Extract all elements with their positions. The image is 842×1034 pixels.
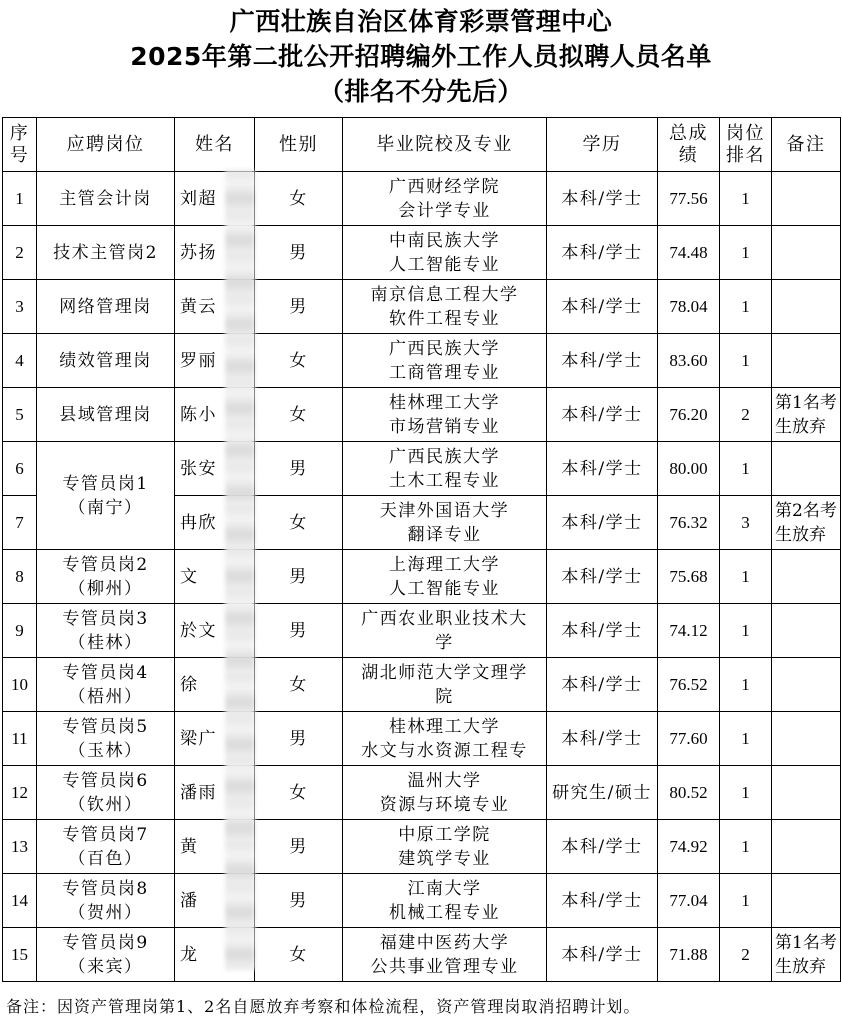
cell-post: 专管员岗7 （百色）	[37, 820, 175, 874]
cell-gender: 女	[255, 766, 343, 820]
cell-school: 广西农业职业技术大 学	[343, 604, 547, 658]
cell-post: 绩效管理岗	[37, 334, 175, 388]
cell-post: 县域管理岗	[37, 388, 175, 442]
cell-note	[772, 172, 841, 226]
cell-name: 陈小	[175, 388, 255, 442]
cell-degree: 本科/学士	[547, 658, 658, 712]
cell-note	[772, 442, 841, 496]
cell-rank: 1	[720, 226, 772, 280]
cell-score: 77.60	[658, 712, 720, 766]
cell-score: 74.92	[658, 820, 720, 874]
cell-seq: 4	[3, 334, 37, 388]
title-line-1: 广西壮族自治区体育彩票管理中心	[229, 7, 613, 36]
cell-seq: 1	[3, 172, 37, 226]
cell-seq: 8	[3, 550, 37, 604]
cell-note: 第2名考生放弃	[772, 496, 841, 550]
cell-school: 南京信息工程大学 软件工程专业	[343, 280, 547, 334]
title-line-3: （排名不分先后）	[318, 77, 523, 106]
cell-post: 专管员岗2 （柳州）	[37, 550, 175, 604]
cell-school: 桂林理工大学 水文与水资源工程专	[343, 712, 547, 766]
cell-post: 专管员岗9 （来宾）	[37, 928, 175, 982]
cell-name: 苏扬	[175, 226, 255, 280]
cell-name: 刘超	[175, 172, 255, 226]
cell-post: 专管员岗3 （桂林）	[37, 604, 175, 658]
cell-post: 技术主管岗2	[37, 226, 175, 280]
cell-rank: 1	[720, 604, 772, 658]
cell-degree: 本科/学士	[547, 550, 658, 604]
cell-name: 梁广	[175, 712, 255, 766]
cell-seq: 11	[3, 712, 37, 766]
cell-degree: 本科/学士	[547, 712, 658, 766]
cell-note	[772, 766, 841, 820]
cell-degree: 本科/学士	[547, 928, 658, 982]
cell-rank: 1	[720, 874, 772, 928]
cell-gender: 男	[255, 442, 343, 496]
cell-rank: 1	[720, 334, 772, 388]
cell-school: 中南民族大学 人工智能专业	[343, 226, 547, 280]
table-row	[3, 334, 841, 388]
cell-degree: 本科/学士	[547, 496, 658, 550]
cell-school: 天津外国语大学 翻译专业	[343, 496, 547, 550]
cell-seq: 14	[3, 874, 37, 928]
header-name: 姓名	[175, 118, 255, 172]
candidate-table	[2, 117, 841, 982]
cell-rank: 1	[720, 442, 772, 496]
cell-name: 潘雨	[175, 766, 255, 820]
cell-gender: 男	[255, 550, 343, 604]
cell-gender: 男	[255, 874, 343, 928]
cell-score: 77.56	[658, 172, 720, 226]
cell-note	[772, 712, 841, 766]
header-note: 备注	[772, 118, 841, 172]
cell-name: 罗丽	[175, 334, 255, 388]
table-row	[3, 172, 841, 226]
table-row	[3, 928, 841, 982]
cell-gender: 男	[255, 280, 343, 334]
cell-post: 专管员岗4 （梧州）	[37, 658, 175, 712]
cell-name: 於文	[175, 604, 255, 658]
table-row	[3, 766, 841, 820]
cell-rank: 1	[720, 550, 772, 604]
table-row	[3, 658, 841, 712]
cell-rank: 1	[720, 766, 772, 820]
cell-note	[772, 226, 841, 280]
cell-rank: 3	[720, 496, 772, 550]
cell-school: 广西民族大学 工商管理专业	[343, 334, 547, 388]
cell-gender: 男	[255, 604, 343, 658]
cell-rank: 2	[720, 388, 772, 442]
cell-note	[772, 874, 841, 928]
cell-rank: 1	[720, 658, 772, 712]
cell-score: 76.52	[658, 658, 720, 712]
header-school: 毕业院校及专业	[343, 118, 547, 172]
cell-degree: 本科/学士	[547, 604, 658, 658]
header-post: 应聘岗位	[37, 118, 175, 172]
cell-gender: 男	[255, 712, 343, 766]
cell-school: 中原工学院 建筑学专业	[343, 820, 547, 874]
cell-rank: 1	[720, 712, 772, 766]
cell-score: 76.20	[658, 388, 720, 442]
cell-name: 黄云	[175, 280, 255, 334]
cell-score: 80.00	[658, 442, 720, 496]
cell-score: 78.04	[658, 280, 720, 334]
cell-school: 上海理工大学 人工智能专业	[343, 550, 547, 604]
table-row	[3, 604, 841, 658]
cell-rank: 1	[720, 820, 772, 874]
footnote: 备注：因资产管理岗第1、2名自愿放弃考察和体检流程，资产管理岗取消招聘计划。	[6, 997, 641, 1016]
cell-name: 潘	[175, 874, 255, 928]
cell-school: 桂林理工大学 市场营销专业	[343, 388, 547, 442]
cell-gender: 男	[255, 226, 343, 280]
table-row	[3, 820, 841, 874]
cell-score: 71.88	[658, 928, 720, 982]
cell-seq: 7	[3, 496, 37, 550]
cell-score: 75.68	[658, 550, 720, 604]
cell-score: 83.60	[658, 334, 720, 388]
cell-school: 江南大学 机械工程专业	[343, 874, 547, 928]
cell-degree: 本科/学士	[547, 442, 658, 496]
cell-post: 专管员岗5 （玉林）	[37, 712, 175, 766]
table-body	[3, 172, 841, 982]
cell-seq: 13	[3, 820, 37, 874]
document-title	[0, 4, 842, 109]
cell-degree: 本科/学士	[547, 280, 658, 334]
cell-score: 74.12	[658, 604, 720, 658]
cell-note	[772, 658, 841, 712]
cell-score: 76.32	[658, 496, 720, 550]
table-row	[3, 550, 841, 604]
cell-degree: 本科/学士	[547, 874, 658, 928]
cell-score: 77.04	[658, 874, 720, 928]
cell-seq: 15	[3, 928, 37, 982]
cell-post: 主管会计岗	[37, 172, 175, 226]
cell-school: 广西财经学院 会计学专业	[343, 172, 547, 226]
header-degree: 学历	[547, 118, 658, 172]
header-seq: 序 号	[3, 118, 37, 172]
cell-name: 龙	[175, 928, 255, 982]
cell-seq: 10	[3, 658, 37, 712]
cell-degree: 本科/学士	[547, 226, 658, 280]
cell-rank: 1	[720, 172, 772, 226]
table-row	[3, 874, 841, 928]
cell-gender: 女	[255, 388, 343, 442]
cell-note: 第1名考生放弃	[772, 928, 841, 982]
cell-gender: 女	[255, 496, 343, 550]
table-row	[3, 280, 841, 334]
cell-school: 温州大学 资源与环境专业	[343, 766, 547, 820]
cell-note	[772, 334, 841, 388]
cell-seq: 6	[3, 442, 37, 496]
table-row	[3, 226, 841, 280]
cell-score: 80.52	[658, 766, 720, 820]
cell-name: 张安	[175, 442, 255, 496]
cell-note	[772, 280, 841, 334]
cell-school: 广西民族大学 土木工程专业	[343, 442, 547, 496]
title-line-2: 2025年第二批公开招聘编外工作人员拟聘人员名单	[130, 42, 712, 71]
cell-name: 徐	[175, 658, 255, 712]
table-header-row	[3, 118, 841, 172]
cell-rank: 1	[720, 280, 772, 334]
cell-gender: 女	[255, 172, 343, 226]
cell-name: 黄	[175, 820, 255, 874]
cell-rank: 2	[720, 928, 772, 982]
cell-school: 湖北师范大学文理学 院	[343, 658, 547, 712]
cell-seq: 12	[3, 766, 37, 820]
cell-gender: 女	[255, 658, 343, 712]
cell-note: 第1名考生放弃	[772, 388, 841, 442]
header-rank: 岗位 排名	[720, 118, 772, 172]
cell-note	[772, 820, 841, 874]
cell-note	[772, 550, 841, 604]
cell-school: 福建中医药大学 公共事业管理专业	[343, 928, 547, 982]
cell-name: 文	[175, 550, 255, 604]
table-row	[3, 712, 841, 766]
cell-degree: 研究生/硕士	[547, 766, 658, 820]
cell-gender: 女	[255, 334, 343, 388]
cell-seq: 5	[3, 388, 37, 442]
cell-post: 专管员岗1 （南宁）	[37, 442, 175, 550]
cell-post: 专管员岗6 （钦州）	[37, 766, 175, 820]
cell-degree: 本科/学士	[547, 820, 658, 874]
table-row	[3, 442, 841, 496]
cell-degree: 本科/学士	[547, 334, 658, 388]
table-row	[3, 388, 841, 442]
cell-gender: 男	[255, 820, 343, 874]
cell-gender: 女	[255, 928, 343, 982]
header-gender: 性别	[255, 118, 343, 172]
cell-name: 冉欣	[175, 496, 255, 550]
cell-seq: 9	[3, 604, 37, 658]
cell-note	[772, 604, 841, 658]
cell-post: 专管员岗8 （贺州）	[37, 874, 175, 928]
cell-seq: 2	[3, 226, 37, 280]
header-score: 总成 绩	[658, 118, 720, 172]
cell-degree: 本科/学士	[547, 172, 658, 226]
cell-post: 网络管理岗	[37, 280, 175, 334]
cell-score: 74.48	[658, 226, 720, 280]
cell-seq: 3	[3, 280, 37, 334]
cell-degree: 本科/学士	[547, 388, 658, 442]
